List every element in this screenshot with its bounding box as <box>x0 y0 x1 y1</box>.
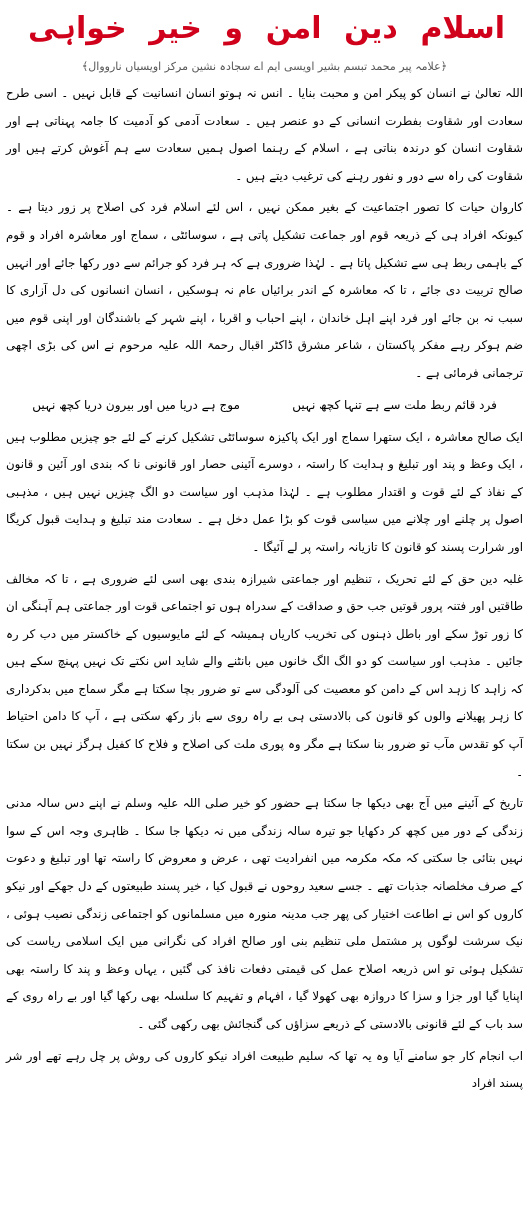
article-body <box>6 80 523 1098</box>
title-word: امن <box>265 11 322 46</box>
title-word: و <box>224 11 244 46</box>
poetry-couplet <box>6 392 523 418</box>
title-word: دین <box>344 11 398 46</box>
paragraph: اللہ تعالیٰ نے انسان کو پیکر امن و محبت بنایا ۔ انس نہ ہوتو انسان انسانیت کے قابل نہیں ۔ اسی طرح سعادت اور شقاوت بفطرت انسانی کے دو عنصر ہیں ۔ سعادت آدمی کو آدمیت کا جامہ پہناتی ہے اور شقاوت انسان کو درندہ بناتی ہے ، اسلام کے رہنما اصول ہمیں سعادت سے ہم آغوش کرتے ہیں اور شقاوت کی راہ سے دور و نفور رہنے کی ترغیب دیتے ہیں ۔ <box>6 86 523 183</box>
paragraph: تاریخ کے آئینے میں آج بھی دیکھا جا سکتا ہے حضور کو خیر صلی اللہ علیہ وسلم نے اپنے دس سالہ مدنی زندگی کے دور میں کچھ کر دکھایا جو تیرہ سالہ زندگی میں نہ دیکھا جا سکا ۔ ظاہری وجہ اس کے سوا نہیں بتائی جا سکتی کہ مکہ مکرمہ میں انفرادیت تھی ، عرض و معروض کا راستہ تھا اور تبلیغ و دعوت کے صرف مخلصانہ جذبات تھے ۔ جسے سعید روحوں نے قبول کیا ، خیر پسند طبیعتوں کے دل جھکے اور نیکو کاروں کو اس نے اطاعت اختیار کی پھر جب مدینہ منورہ میں مسلمانوں کو اجتماعی زندگی نصیب ہوئی ، نیک سرشت لوگوں پر مشتمل ملی تنظیم بنی اور صالح افراد کی نگرانی میں ایک اسلامی ریاست کی تشکیل ہوئی تو اس ذریعہ اصلاح عمل کی قیمتی دفعات نافذ کی گئیں ، یہاں وعظ و پند کا راستہ بھی اپنایا گیا اور جزا و سزا کا دروازہ بھی کھولا گیا ، افہام و تفہیم کا سلسلہ بھی رکھا گیا اور بے راہ روی کے سد باب کے لئے قانونی بالادستی کے ذریعے سزاؤں کی گنجائش بھی رکھی گئی ۔ <box>6 796 523 1031</box>
title-word: اسلام <box>420 11 505 46</box>
paragraph: ایک صالح معاشرہ ، ایک ستھرا سماج اور ایک پاکیزہ سوسائٹی تشکیل کرنے کے لئے جو چیزیں مطلوب ہیں ، ایک وعظ و پند اور تبلیغ و ہدایت کا راستہ ، دوسرے آئینی حصار اور قانونی نا کہ بندی اور آئین و قانون کے نفاذ کے لئے قوت و اقتدار مطلوب ہے ۔ لہٰذا مذہب اور سیاست دو الگ چیزیں نہیں ہیں ، مذہبی اصول پر چلنے اور چلانے میں سیاسی قوت کو بڑا عمل دخل ہے ۔ سعادت مند تبلیغ و ہدایت قبول کریگا اور شرارت پسند کو قانون کا تازیانہ راستہ پر لے آئیگا ۔ <box>6 429 523 554</box>
paragraph: کاروان حیات کا تصور اجتماعیت کے بغیر ممکن نہیں ، اس لئے اسلام فرد کی اصلاح پر زور دیتا ہے ۔ کیونکہ افراد ہی کے ذریعہ قوم اور جماعت تشکیل پاتی ہے ، سوسائٹی ، سماج اور معاشرہ افراد و قوم کے باہمی ربط ہی سے تشکیل پاتا ہے ۔ لہٰذا ضروری ہے کہ ہر فرد کو جرائم سے دور رکھا جائے اور انہیں صالح تربیت دی جائے ، تا کہ معاشرہ کے اندر برائیاں عام نہ ہوسکیں ، انسان انسانوں کی دل آزاری کا سبب نہ بن جائے اور فرد اپنے اہل خاندان ، اپنے احباب و اقربا ، اپنے شہر کے باشندگان اور اپنی قوم میں ضم ہوکر رہے مفکر پاکستان ، شاعر مشرق ڈاکٹر اقبال رحمۃ اللہ علیہ مرحوم نے اس کی بڑی اچھی ترجمانی فرمائی ہے ۔ <box>6 200 523 380</box>
verse-second-line: موج ہے دریا میں اور بیرون دریا کچھ نہیں <box>32 397 240 412</box>
paragraph: اب انجام کار جو سامنے آیا وہ یہ تھا کہ سلیم طبیعت افراد نیکو کاروں کی روش پر چل رہے تھے اور شر پسند افراد <box>6 1048 523 1091</box>
title-word: خیر <box>149 11 202 46</box>
title-word: خواہی <box>28 11 127 46</box>
paragraph: غلبہ دین حق کے لئے تحریک ، تنظیم اور جماعتی شیرازہ بندی بھی اسی لئے ضروری ہے ، تا کہ مخالف طاقتیں اور فتنہ پرور قوتیں جب حق و صداقت کے سدراہ ہوں تو اجتماعی قوت اور جماعتی ہم آہنگی ان کا زور توڑ سکے اور باطل ذہنوں کی تخریب کاریاں ہمیشہ کے لئے مایوسیوں کے خاکستر میں دب کر رہ جائیں ۔ مذہب اور سیاست کو دو الگ الگ خانوں میں بانٹنے والے شاید اس نکتے تک نہیں پہنچ سکے ہیں کہ زاہد کا زہد اس کے دامن کو معصیت کی آلودگی سے تو ضرور بچا سکتا ہے مگر سماج میں بدکرداری کا زہر پھیلانے والوں کو قانون کی بالادستی ہی بے راہ روی سے باز رکھ سکتی ہے ، آپ کا دامن احتیاط آپ کو تقدس مآب تو ضرور بنا سکتا ہے مگر وہ پوری ملت کی اصلاح و فلاح کا کفیل ہرگز نہیں بن سکتا ۔ <box>6 571 523 779</box>
verse-first-line: فرد قائم ربط ملت سے ہے تنہا کچھ نہیں <box>292 397 497 412</box>
author-byline: ﴿علامہ پیر محمد تبسم بشیر اویسی ایم اے سجادہ نشین مرکز اویسیاں نارووال﴾ <box>81 60 448 73</box>
article-title <box>6 0 523 58</box>
